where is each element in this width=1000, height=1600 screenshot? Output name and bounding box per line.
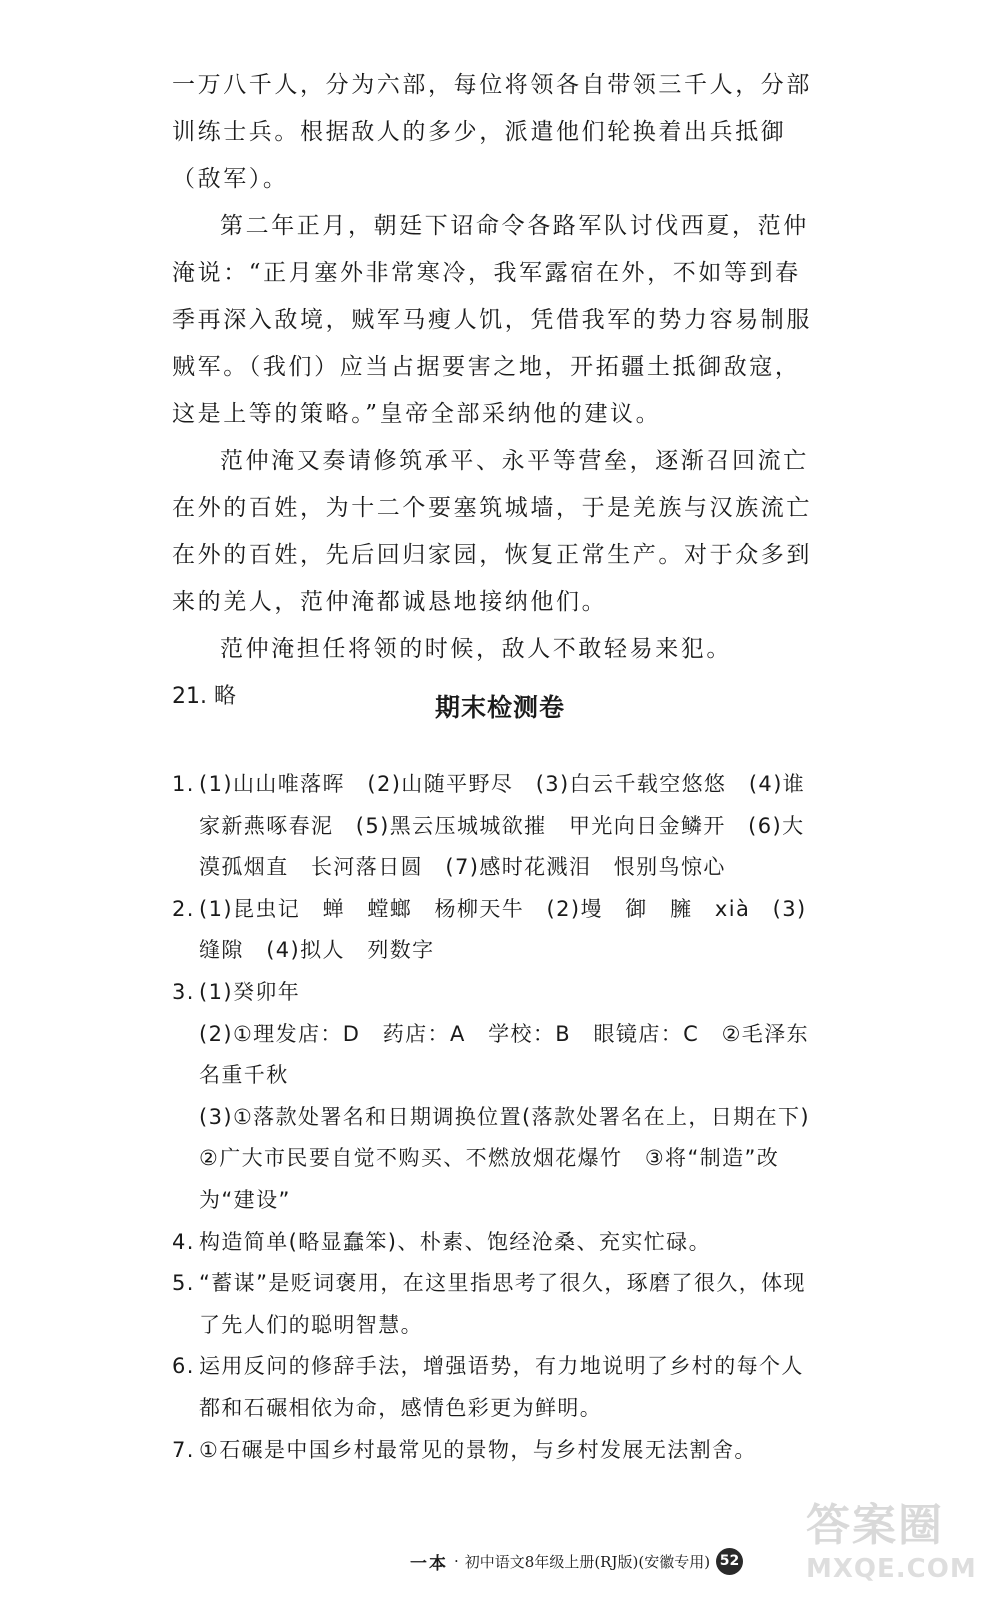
page-number-badge: 52 — [716, 1548, 743, 1575]
answer-text: “蓄谋”是贬词褒用，在这里指思考了很久，琢磨了很久，体现了先人们的聪明智慧。 — [199, 1271, 806, 1337]
answer-number: 3. — [172, 979, 195, 1004]
answer-item — [172, 1097, 833, 1222]
answer-item — [172, 972, 812, 1014]
answer-21: 21. 略 — [172, 684, 236, 709]
footer-brand: 一本 — [410, 1553, 448, 1574]
answer-item — [172, 1222, 812, 1264]
answer-text: (3)①落款处署名和日期调换位置(落款处署名在上，日期在下) ②广大市民要自觉不购买、不燃放烟花爆竹 ③将“制造”改为“建设” — [199, 1104, 833, 1212]
answer-number: 2. — [172, 896, 195, 921]
translation-paragraph: 第二年正月，朝廷下诏命令各路军队讨伐西夏，范仲淹说：“正月塞外非常寒冷，我军露宿在外，不如等到春季再深入敌境，贼军马瘦人饥，凭借我军的势力容易制服贼军。（我们）应当占据要害之地，开拓疆土抵御敌寇，这是上等的策略。”皇帝全部采纳他的建议。 — [172, 213, 812, 427]
answer-item — [172, 1346, 812, 1429]
footer-separator: · — [454, 1552, 459, 1570]
translation-paragraph: 范仲淹担任将领的时候，敌人不敢轻易来犯。 — [220, 636, 732, 662]
translation-section — [172, 62, 812, 720]
answer-number: 4. — [172, 1229, 195, 1254]
answer-number: 5. — [172, 1271, 195, 1296]
answer-item — [172, 1014, 812, 1097]
page-footer — [410, 1546, 743, 1576]
footer-book-title: 初中语文8年级上册(RJ版)(安徽专用) — [464, 1552, 711, 1571]
answer-text: ①石碾是中国乡村最常见的景物，与乡村发展无法割舍。 — [199, 1437, 757, 1462]
answer-text: 构造简单(略显蠢笨)、朴素、饱经沧桑、充实忙碌。 — [199, 1229, 711, 1254]
answer-number: 7. — [172, 1437, 195, 1462]
answer-number: 1. — [172, 772, 195, 796]
answer-item — [172, 1263, 812, 1346]
section-title: 期末检测卷 — [434, 693, 565, 722]
answer-text: 运用反问的修辞手法，增强语势，有力地说明了乡村的每个人都和石碾相依为命，感情色彩更为鲜明。 — [199, 1354, 804, 1420]
answer-text: (2)①理发店：D 药店：A 学校：B 眼镜店：C ②毛泽东名重千秋 — [199, 1021, 810, 1088]
answer-text: (1)癸卯年 — [199, 979, 301, 1004]
watermark — [806, 1500, 986, 1598]
answer-text: (1)山山唯落晖 (2)山随平野尽 (3)白云千载空悠悠 (4)谁家新燕啄春泥 (5)黑云压城城欲摧 甲光向日金鳞开 (6)大漠孤烟直 长河落日圆 (7)感时花溅泪 恨别鸟惊心 — [199, 772, 806, 880]
answer-text: (1)昆虫记 蝉 螳螂 杨柳天牛 (2)墁 御 臃 xià (3)缝隙 (4)拟人 列数字 — [199, 896, 807, 963]
translation-paragraph: 一万八千人，分为六部，每位将领各自带领三千人，分部训练士兵。根据敌人的多少，派遣他们轮换着出兵抵御（敌军）。 — [172, 72, 812, 192]
answer-item — [172, 1430, 812, 1472]
translation-paragraph: 范仲淹又奏请修筑承平、永平等营垒，逐渐召回流亡在外的百姓，为十二个要塞筑城墙，于是羌族与汉族流亡在外的百姓，先后回归家园，恢复正常生产。对于众多到来的羌人，范仲淹都诚恳地接纳他们。 — [172, 448, 812, 615]
answer-item — [172, 764, 812, 889]
answer-list — [172, 764, 833, 1471]
watermark-url: MXQE.COM — [806, 1554, 977, 1584]
watermark-logo: 答案圈 — [806, 1500, 944, 1551]
answer-item — [172, 889, 812, 972]
answer-number: 6. — [172, 1354, 195, 1379]
